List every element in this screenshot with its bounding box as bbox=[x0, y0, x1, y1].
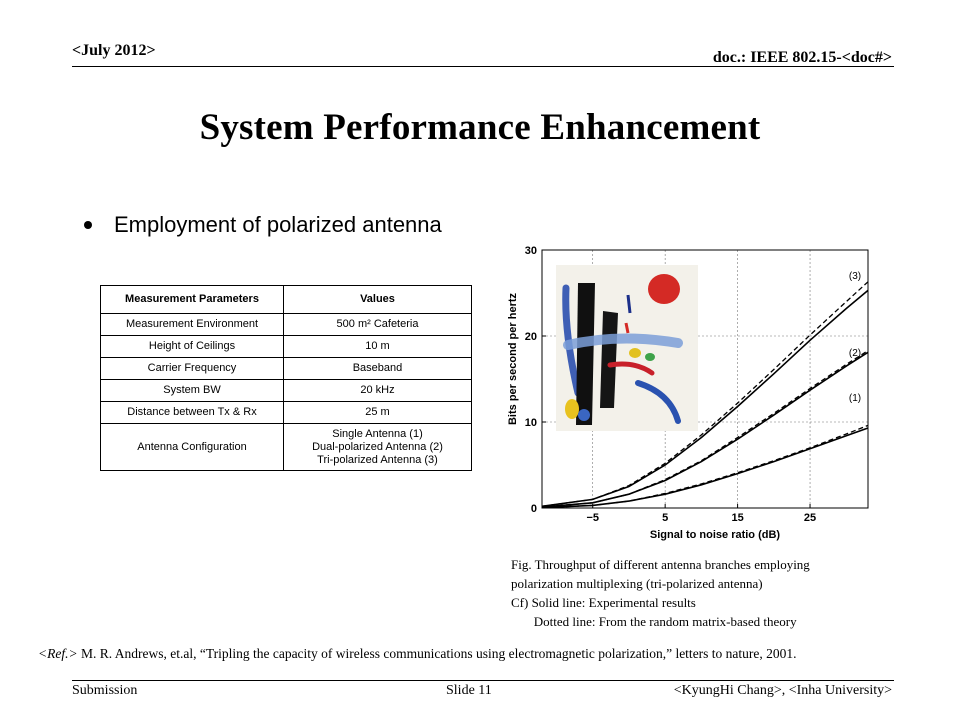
curve-label-2: (2) bbox=[848, 348, 862, 359]
table-cell-param: Distance between Tx & Rx bbox=[101, 402, 284, 424]
table-cell-param: Carrier Frequency bbox=[101, 358, 284, 380]
reference-tag: <Ref.> bbox=[38, 646, 78, 661]
inset-small-blue-mark bbox=[628, 295, 630, 313]
table-cell-param: Antenna Configuration bbox=[101, 424, 284, 471]
caption-line: Dotted line: From the random matrix-based theory bbox=[511, 614, 797, 629]
table-cell-value: 25 m bbox=[284, 402, 472, 424]
inset-blue-blob bbox=[578, 409, 590, 421]
antenna-config-line: Dual-polarized Antenna (2) bbox=[312, 440, 443, 453]
caption-line: polarization multiplexing (tri-polarized antenna) bbox=[511, 576, 763, 591]
y-tick-label: 0 bbox=[530, 503, 537, 515]
y-tick-label: 30 bbox=[524, 245, 537, 257]
x-tick-label: −5 bbox=[586, 512, 599, 524]
figure-caption bbox=[511, 555, 810, 631]
table-row bbox=[101, 358, 472, 380]
table-cell-param: Measurement Environment bbox=[101, 314, 284, 336]
table-cell-param: Height of Ceilings bbox=[101, 336, 284, 358]
curve-label-1: (1) bbox=[848, 393, 862, 404]
footer-rule bbox=[72, 680, 894, 681]
table-row bbox=[101, 336, 472, 358]
table-cell-value: 10 m bbox=[284, 336, 472, 358]
table-cell-value: 500 m² Cafeteria bbox=[284, 314, 472, 336]
inset-painting-image bbox=[556, 265, 698, 431]
table-row bbox=[101, 402, 472, 424]
table-cell-value: Baseband bbox=[284, 358, 472, 380]
inset-green-dot bbox=[645, 353, 655, 361]
header-rule bbox=[72, 66, 894, 67]
inset-yellow-dot bbox=[629, 348, 641, 358]
bullet-item bbox=[84, 212, 442, 238]
reference-citation bbox=[38, 646, 797, 662]
antenna-config-line: Tri-polarized Antenna (3) bbox=[317, 453, 438, 466]
table-cell-value-multiline bbox=[284, 424, 472, 471]
header-doc-id: doc.: IEEE 802.15-<doc#> bbox=[712, 49, 892, 66]
y-axis-label: Bits per second per hertz bbox=[507, 292, 519, 426]
throughput-chart-svg bbox=[500, 243, 880, 548]
y-tick-label: 20 bbox=[524, 331, 537, 343]
x-tick-label: 5 bbox=[662, 512, 669, 524]
measurement-parameters-table bbox=[100, 285, 472, 471]
throughput-chart bbox=[500, 243, 880, 548]
table-cell-param: System BW bbox=[101, 380, 284, 402]
x-tick-label: 25 bbox=[803, 512, 817, 524]
inset-yellow-blob bbox=[565, 399, 579, 419]
header-date: <July 2012> bbox=[72, 42, 156, 59]
table-header-values: Values bbox=[284, 286, 472, 314]
table-header-parameters: Measurement Parameters bbox=[101, 286, 284, 314]
table-cell-value: 20 kHz bbox=[284, 380, 472, 402]
bullet-dot-icon bbox=[84, 221, 92, 229]
x-tick-label: 15 bbox=[731, 512, 744, 524]
inset-red-circle bbox=[648, 274, 680, 304]
footer-author-affiliation: <KyungHi Chang>, <Inha University> bbox=[673, 683, 892, 698]
series-line-1-dotted bbox=[542, 425, 868, 507]
x-axis-label: Signal to noise ratio (dB) bbox=[649, 529, 781, 541]
reference-text: M. R. Andrews, et.al, “Tripling the capacity of wireless communications using electromagnetic polarization,” letters to nature, 2001. bbox=[77, 646, 797, 661]
y-tick-label: 10 bbox=[524, 417, 537, 429]
footer-submission: Submission bbox=[72, 683, 138, 698]
curve-label-3: (3) bbox=[848, 271, 862, 282]
inset-small-red-mark bbox=[626, 323, 628, 333]
caption-line: Cf) Solid line: Experimental results bbox=[511, 595, 696, 610]
slide-title: System Performance Enhancement bbox=[199, 107, 761, 148]
inset-black-bar-left bbox=[576, 283, 595, 425]
series-line-1-solid bbox=[542, 428, 868, 508]
table-row bbox=[101, 380, 472, 402]
bullet-text: Employment of polarized antenna bbox=[114, 212, 442, 237]
table-header-row bbox=[101, 286, 472, 314]
caption-line: Fig. Throughput of different antenna branches employing bbox=[511, 557, 810, 572]
table-row bbox=[101, 314, 472, 336]
table-row bbox=[101, 424, 472, 471]
footer-slide-number: Slide 11 bbox=[446, 683, 492, 698]
antenna-config-line: Single Antenna (1) bbox=[332, 427, 423, 440]
